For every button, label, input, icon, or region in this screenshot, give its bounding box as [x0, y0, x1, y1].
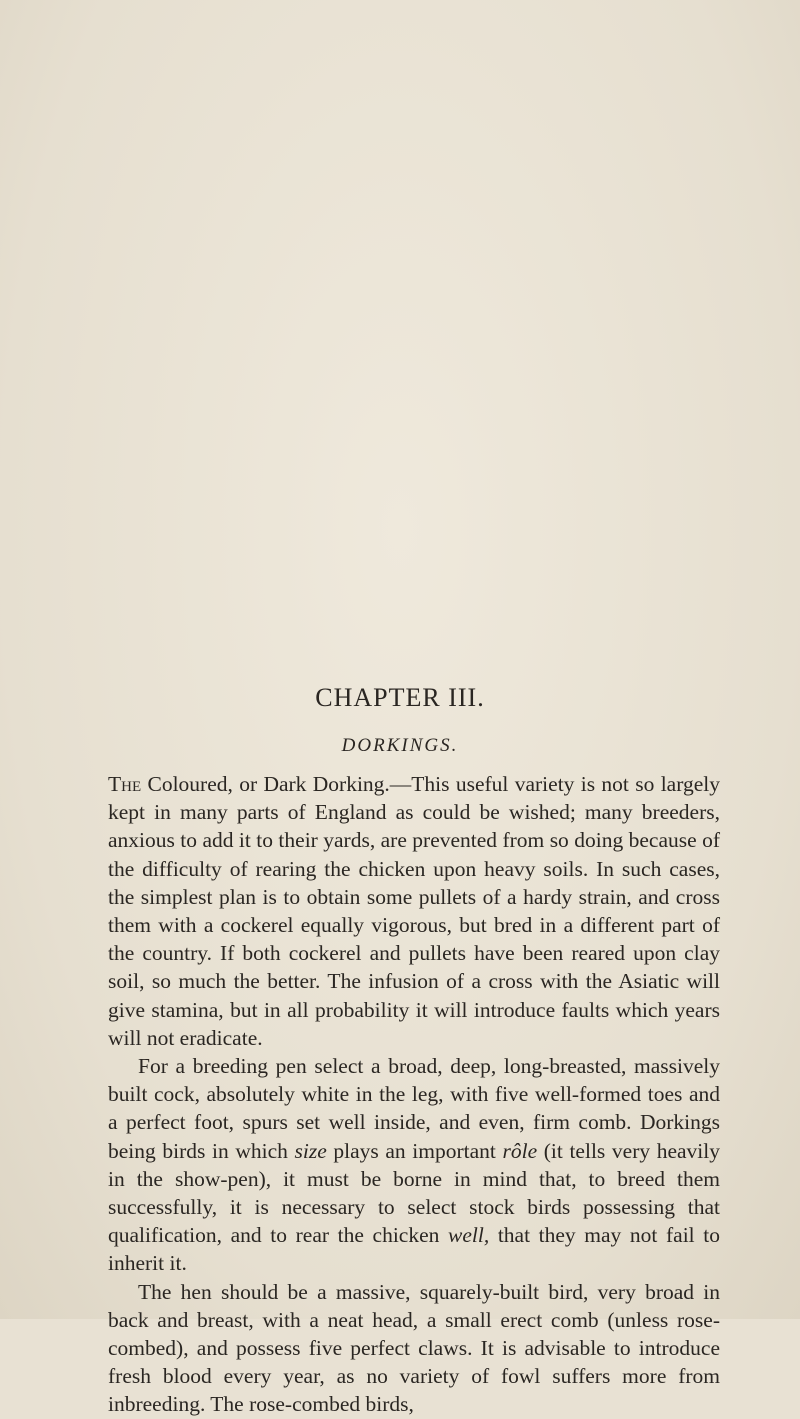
paragraph-coloured-dorking — [108, 770, 720, 1052]
italic-word: size — [294, 1138, 327, 1163]
paragraph-lead-word: The — [108, 772, 142, 796]
paragraph-text: (it tells very heavily in the show-pen), it must be borne in mind that, to breed them successfully, it is necessary to select stock birds possessing that qualification, and to rear the chicken — [108, 1138, 720, 1248]
section-title: DORKINGS. — [341, 735, 459, 756]
paragraph-breeding-pen — [108, 1052, 720, 1278]
chapter-heading: CHAPTER III. — [315, 683, 485, 712]
italic-word: rôle — [502, 1138, 538, 1163]
paragraph-text: The hen should be a massive, squarely-built bird, very broad in back and breast, with a neat head, a small erect comb (unless rose-combed), and possess five perfect claws. It is advisable to introduce fresh blood every year, as no variety of fowl suffers more from inbreeding. The rose-combed birds, — [108, 1279, 720, 1417]
paragraph-text: Coloured, or Dark Dorking.—This useful variety is not so largely kept in many parts of England as could be wished; many breeders, anxious to add it to their yards, are prevented from so doing because of the difficulty of rearing the chicken upon heavy soils. In such cases, the simplest plan is to obtain some pullets of a hardy strain, and cross them with a cockerel equally vigorous, but bred in a different part of the country. If both cockerel and pullets have been reared upon clay soil, so much the better. The infusion of a cross with the Asiatic will give stamina, but in all probability it will introduce faults which years will not eradicate. — [108, 772, 720, 1050]
paragraph-text: For a breeding pen select a broad, deep, long-breasted, massively built cock, absolutely white in the leg, with five well-formed toes and a perfect foot, spurs set well inside, and even, firm comb. Dorkings being birds in which — [108, 1054, 720, 1163]
paragraph-text: plays an important — [326, 1138, 503, 1163]
body-text — [108, 770, 720, 1419]
paragraph-hen — [108, 1278, 720, 1419]
paragraph-text: that they may not fail to inherit it. — [108, 1223, 720, 1276]
italic-word: well, — [447, 1223, 490, 1248]
